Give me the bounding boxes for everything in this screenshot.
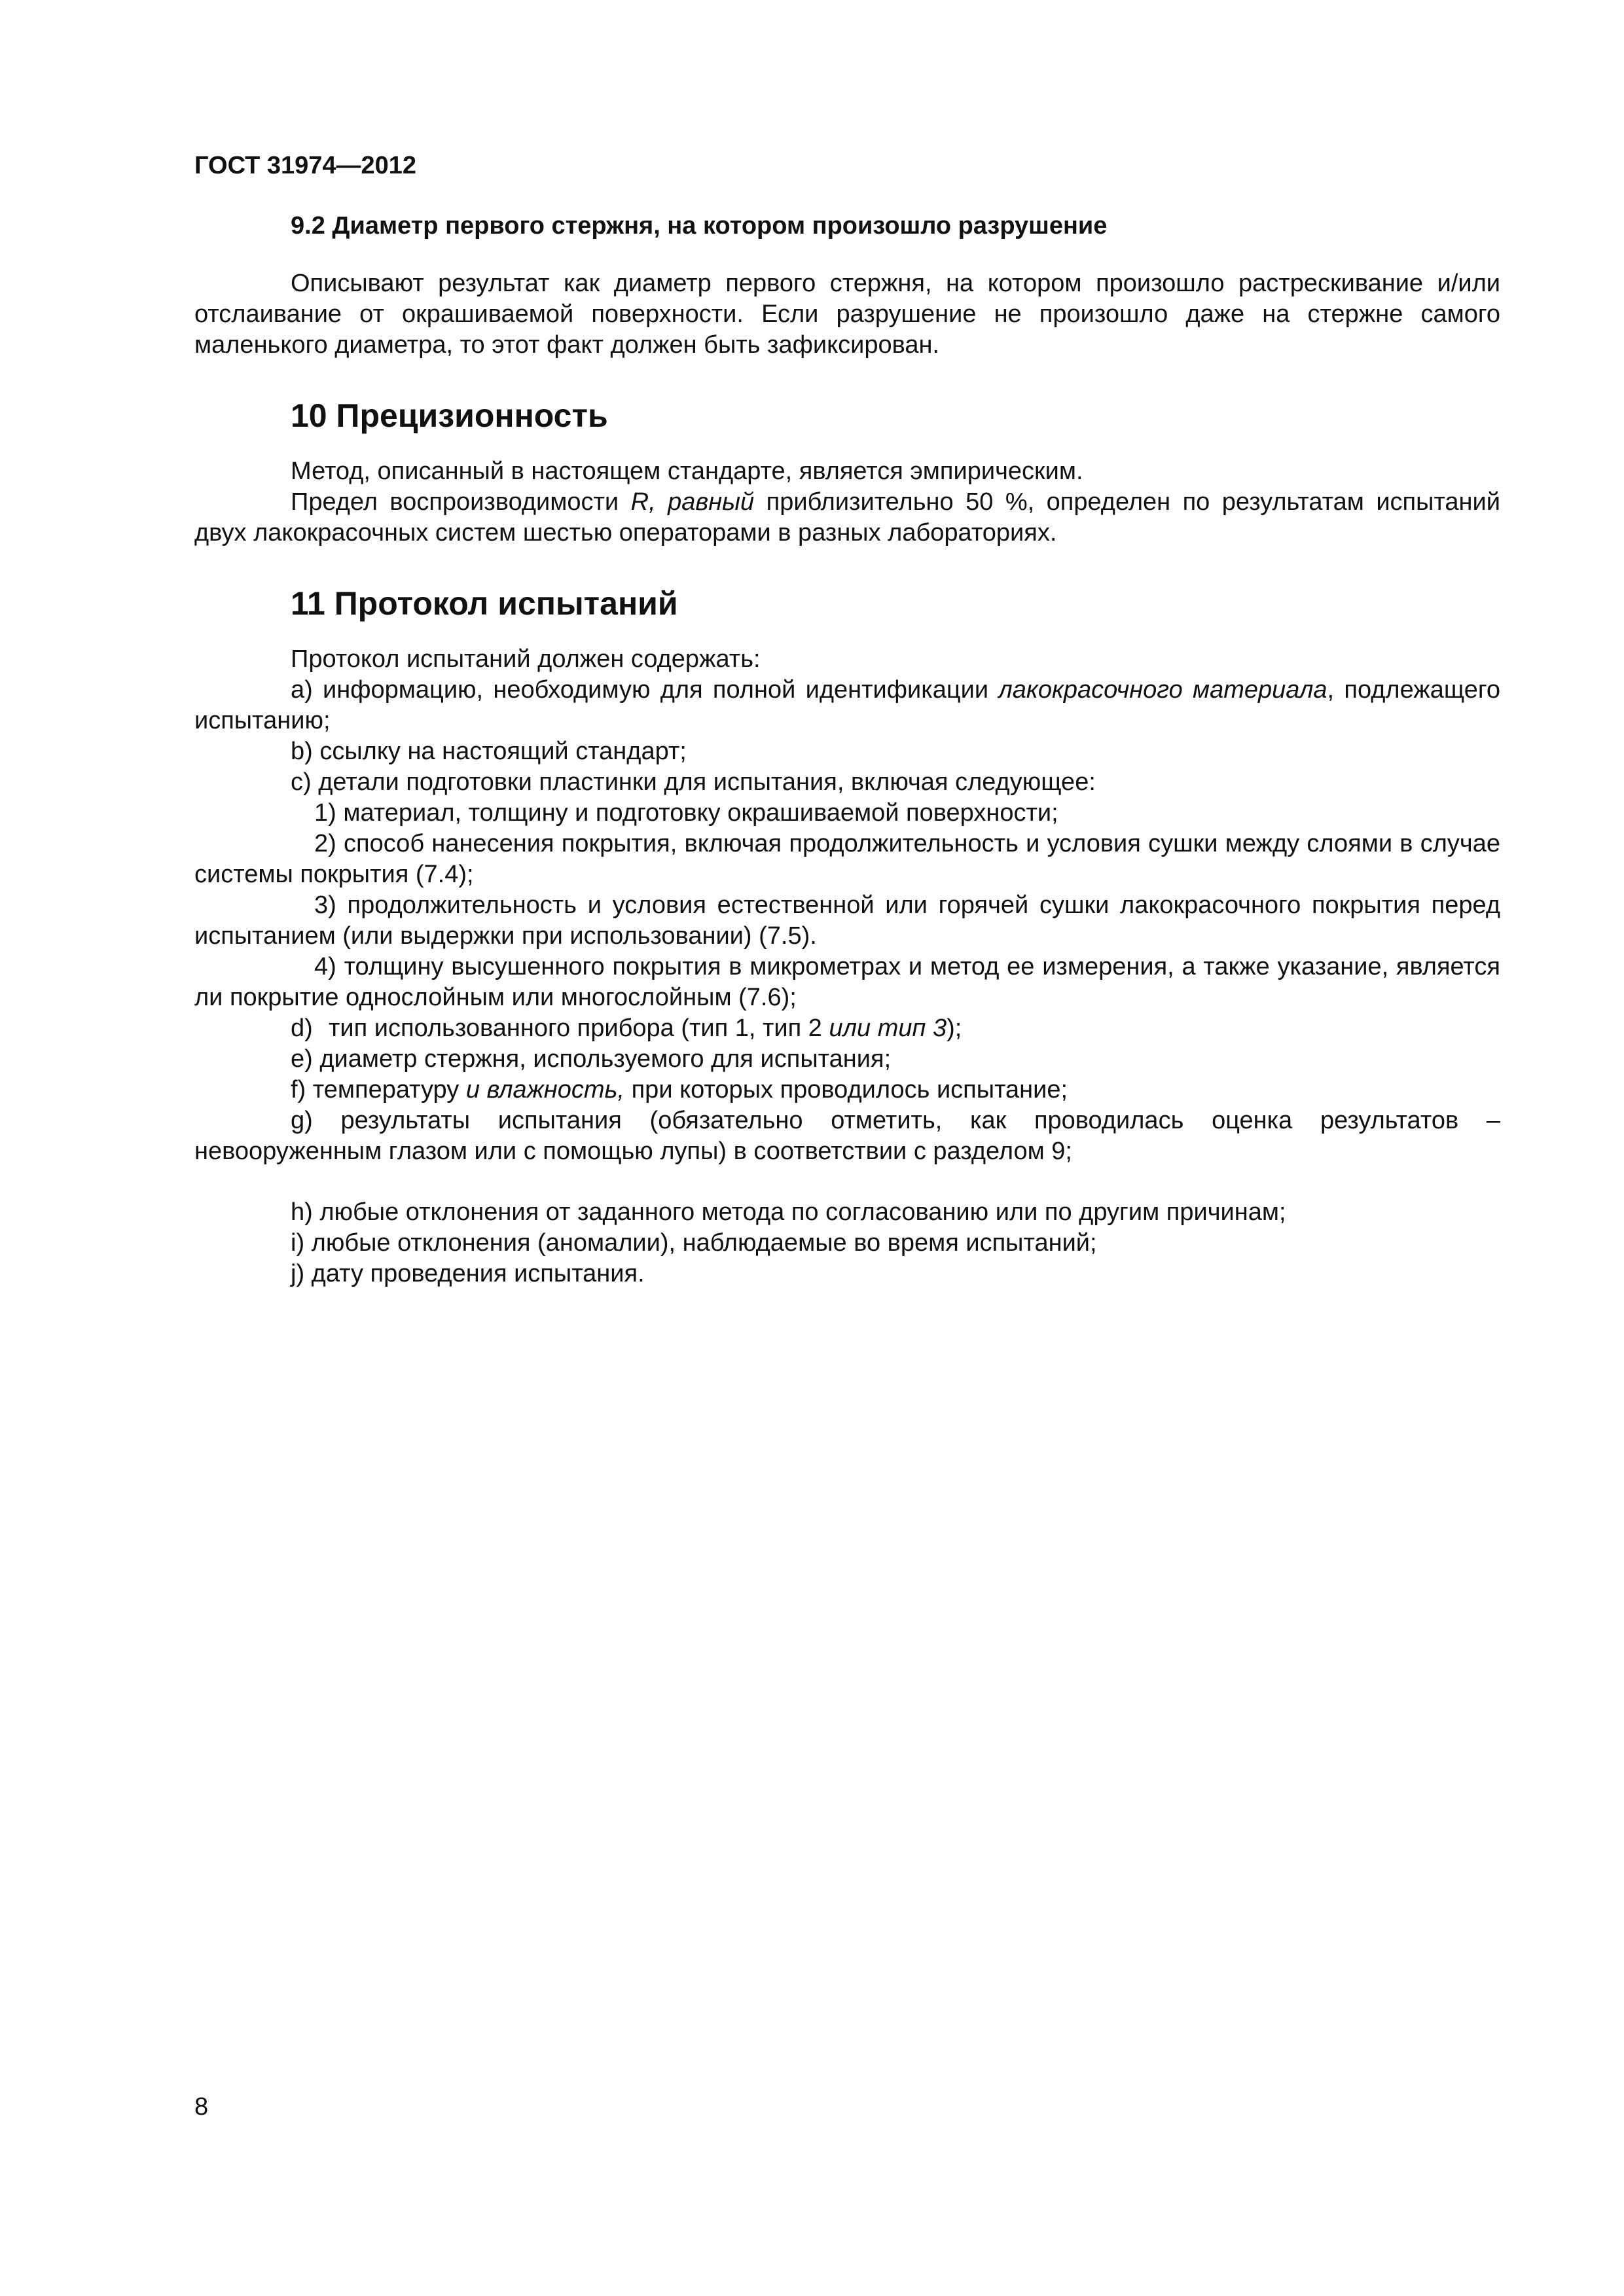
text-run: Предел воспроизводимости	[291, 488, 631, 516]
document-code: ГОСТ 31974—2012	[194, 152, 417, 179]
italic-text-run: лакокрасочного материала	[998, 676, 1327, 704]
document-page	[194, 151, 1500, 1289]
section-10-paragraph-1: Метод, описанный в настоящем стандарте, является эмпирическим.	[291, 457, 1083, 485]
text-run: );	[947, 1014, 962, 1042]
subsection-9-2-heading: 9.2 Диаметр первого стержня, на котором произошло разрушение	[291, 212, 1108, 240]
list-item-d-label: d)	[291, 1014, 313, 1042]
list-item-c: с) детали подготовки пластинки для испытания, включая следующее:	[291, 768, 1096, 796]
italic-text-run: или тип 3	[829, 1014, 947, 1042]
text-run: тип использованного прибора (тип 1, тип 2	[329, 1014, 829, 1042]
text-run: , подлежащего испытанию;	[194, 676, 1500, 734]
section-10-heading: 10 Прецизионность	[291, 397, 608, 434]
spacer	[194, 1167, 1500, 1197]
list-item-j: j) дату проведения испытания.	[291, 1260, 645, 1287]
text-run: приблизительно 50 %, определен по результатам испытаний двух лакокрасочных систем шестью операторами в разных лабораториях.	[194, 488, 1500, 547]
text-run: при которых проводилось испытание;	[624, 1076, 1068, 1103]
list-item-c-2: 2) способ нанесения покрытия, включая продолжительность и условия сушки между слоями в случае системы покрытия (7.4);	[194, 830, 1500, 888]
section-10-paragraph-2	[194, 487, 1500, 548]
list-item-i: i) любые отклонения (аномалии), наблюдаемые во время испытаний;	[291, 1229, 1097, 1257]
list-item-f	[194, 1075, 1500, 1105]
italic-text-run: R, равный	[630, 488, 755, 516]
text-run: а) информацию, необходимую для полной идентификации	[291, 676, 999, 704]
list-item-c-1: 1) материал, толщину и подготовку окрашиваемой поверхности;	[314, 799, 1058, 827]
text-run: f) температуру	[291, 1076, 466, 1103]
italic-text-run: и влажность,	[465, 1076, 625, 1103]
list-item-e: е) диаметр стержня, используемого для испытания;	[291, 1045, 892, 1073]
list-item-g: g) результаты испытания (обязательно отметить, как проводилась оценка результатов – невооруженным глазом или с помощью лупы) в соответствии с разделом 9;	[194, 1107, 1500, 1165]
section-11-intro: Протокол испытаний должен содержать:	[291, 645, 761, 673]
section-11-heading: 11 Протокол испытаний	[291, 585, 678, 622]
list-item-c-4: 4) толщину высушенного покрытия в микрометрах и метод ее измерения, а также указание, является ли покрытие однослойным или многослойным (7.6);	[194, 953, 1500, 1011]
list-item-d	[194, 1013, 1500, 1044]
page-number: 8	[194, 2093, 209, 2121]
list-item-b: b) ссылку на настоящий стандарт;	[291, 738, 687, 765]
list-item-h: h) любые отклонения от заданного метода по согласованию или по другим причинам;	[291, 1198, 1286, 1226]
list-item-c-3: 3) продолжительность и условия естественной или горячей сушки лакокрасочного покрытия перед испытанием (или выдержки при использовании) (7.5).	[194, 891, 1500, 950]
subsection-9-2-paragraph: Описывают результат как диаметр первого стержня, на котором произошло растрескивание и/или отслаивание от окрашиваемой поверхности. Если разрушение не произошло даже на стержне самого маленького диаметра, то этот факт должен быть зафиксирован.	[194, 270, 1500, 359]
list-item-a	[194, 675, 1500, 736]
